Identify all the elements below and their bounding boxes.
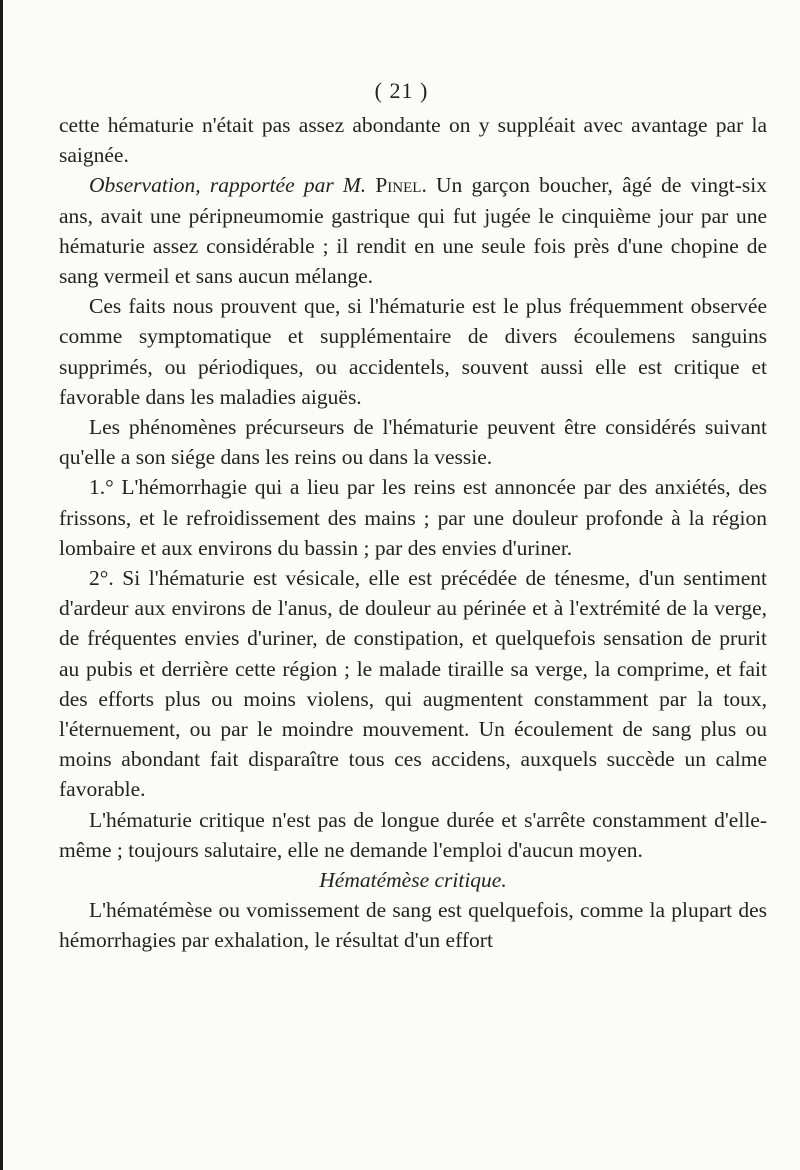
paragraph-facts: Ces faits nous prouvent que, si l'hématurie est le plus fréquemment observée comme symptomatique et supplémentaire de divers écoulemens sanguins supprimés, ou périodiques, ou accidentels, souvent aussi elle est critique et favorable dans les maladies aiguës.: [59, 294, 767, 409]
paragraph-observation: [59, 170, 767, 291]
paragraph-continuation: cette hématurie n'était pas assez abondante on y suppléait avec avantage par la saignée.: [59, 113, 767, 168]
section-heading: Hématémèse critique.: [319, 868, 507, 893]
paragraph-vesical: 2°. Si l'hématurie est vésicale, elle est précédée de ténesme, d'un sentiment d'ardeur aux environs de l'anus, de douleur au périnée et à l'extrémité de la verge, de fréquentes envies d'uriner, de constipation, et quelquefois sensation de prurit au pubis et derrière cette région ; le malade tiraille sa verge, la comprime, et fait des efforts plus ou moins violens, qui augmentent constamment par la toux, l'éternuement, ou par le moindre mouvement. Un écoulement de sang plus ou moins abondant fait disparaître tous ces accidens, auxquels succède un calme favorable.: [59, 566, 767, 802]
observation-title: Observation, rapportée par M.: [89, 173, 367, 198]
paragraph-critical: L'hématurie critique n'est pas de longue durée et s'arrête constamment d'elle-même ; toujours salutaire, elle ne demande l'emploi d'aucun moyen.: [59, 807, 767, 862]
author-name: Pinel.: [375, 173, 427, 198]
paragraph-phenomena: Les phénomènes précurseurs de l'hématurie peuvent être considérés suivant qu'elle a son siége dans les reins ou dans la vessie.: [59, 415, 767, 470]
observation-text: Un garçon boucher, âgé de vingt-six ans, avait une péripneumomie gastrique qui fut jugée le cinquième jour par une hématurie assez considérable ; il rendit en une seule fois près d'une chopine de sang vermeil et sans aucun mélange.: [59, 173, 768, 289]
paragraph-hematemesis: L'hématémèse ou vomissement de sang est quelquefois, comme la plupart des hémorrhagies par exhalation, le résultat d'un effort: [59, 898, 767, 953]
page-number: ( 21 ): [374, 78, 429, 103]
body-text: [59, 110, 767, 956]
paragraph-renal: 1.° L'hémorrhagie qui a lieu par les reins est annoncée par des anxiétés, des frissons, et le refroidissement des mains ; par une douleur profonde à la région lombaire et aux environs du bassin ; par des envies d'uriner.: [59, 475, 767, 560]
